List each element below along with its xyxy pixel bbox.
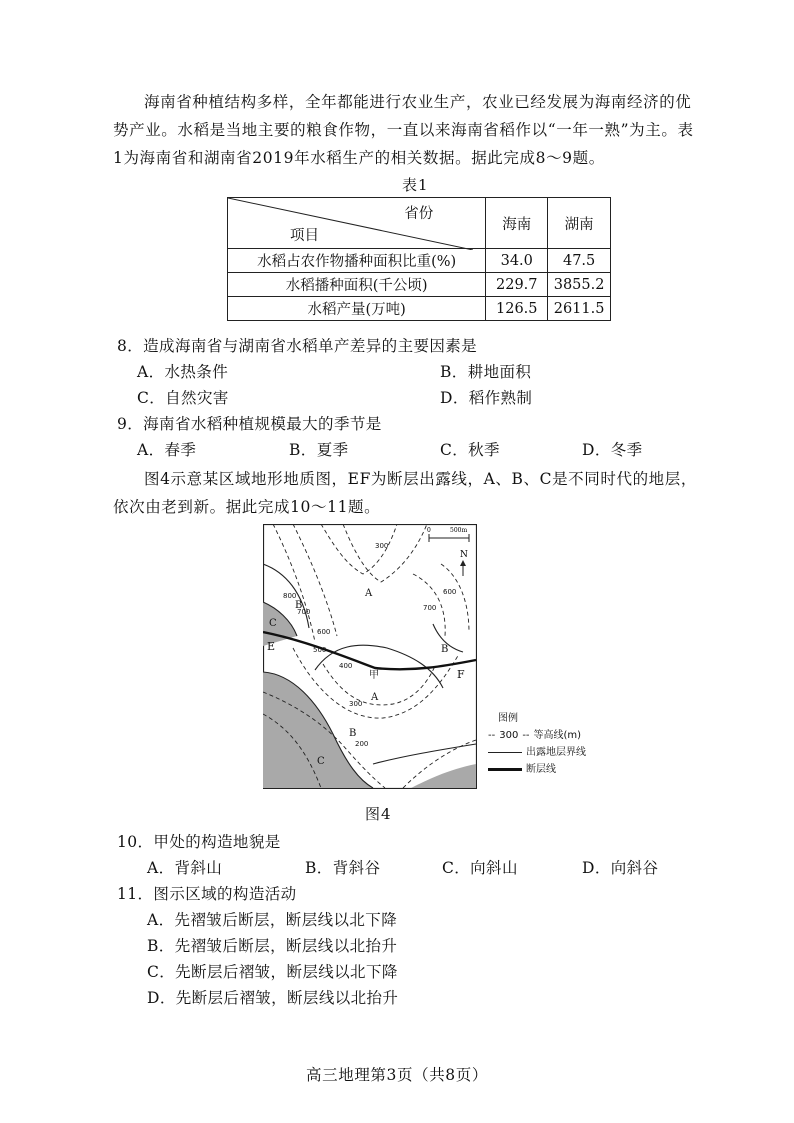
table-row	[228, 273, 611, 297]
cell-hunan: 47.5	[548, 249, 611, 273]
q10-option-c: C．向斜山	[442, 859, 518, 877]
intro-text-1: 海南省种植结构多样，全年都能进行农业生产，农业已经发展为海南经济的优势产业。水稻是当地主要的粮食作物，一直以来海南省稻作以“一年一熟”为主。表1为海南省和湖南省2019年水稻生产的相关数据。据此完成8～9题。	[113, 93, 694, 167]
contour-label: 700	[423, 604, 437, 612]
label-a-mid: A	[371, 692, 379, 703]
question-9-stem: 9．海南省水稻种植规模最大的季节是	[117, 415, 382, 433]
data-table	[227, 197, 611, 321]
label-c-left: C	[269, 618, 277, 629]
row-label: 水稻占农作物播种面积比重(%)	[228, 249, 486, 273]
intro-paragraph-1	[113, 88, 703, 172]
q8-option-a: A．水热条件	[137, 363, 229, 381]
cell-hainan: 34.0	[486, 249, 548, 273]
legend-contour-label: 等高线(m)	[533, 730, 582, 741]
q9-option-a: A．春季	[137, 441, 197, 459]
label-b-right: B	[441, 644, 449, 655]
table-row	[228, 249, 611, 273]
col-hunan: 湖南	[548, 198, 611, 249]
row-label: 水稻产量(万吨)	[228, 297, 486, 321]
cell-hainan: 229.7	[486, 273, 548, 297]
cell-hunan: 3855.2	[548, 273, 611, 297]
label-a-top: A	[365, 588, 373, 599]
question-11-stem: 11．图示区域的构造活动	[117, 885, 297, 903]
q10-option-d: D．向斜谷	[582, 859, 659, 877]
contour-label: 700	[297, 608, 311, 616]
q10-option-b: B．背斜谷	[305, 859, 381, 877]
col-hainan: 海南	[486, 198, 548, 249]
label-jia: 甲	[369, 670, 379, 681]
figure-caption: 图4	[365, 805, 392, 823]
cell-hunan: 2611.5	[548, 297, 611, 321]
legend-contour	[488, 727, 586, 744]
question-10-stem: 10．甲处的构造地貌是	[117, 833, 281, 851]
header-province: 省份	[404, 206, 434, 222]
q11-option-a: A．先褶皱后断层，断层线以北下降	[147, 911, 398, 929]
contour-label: 300	[375, 542, 389, 550]
legend-title: 图例	[498, 713, 518, 724]
contour-label: 600	[443, 588, 457, 596]
legend-dash-icon: --	[488, 730, 496, 741]
row-label: 水稻播种面积(千公顷)	[228, 273, 486, 297]
map-legend	[488, 710, 586, 778]
terrain-geology-map	[263, 524, 477, 789]
question-8-stem: 8．造成海南省与湖南省水稻单产差异的主要因素是	[117, 337, 478, 355]
q11-option-d: D．先断层后褶皱，断层线以北抬升	[147, 989, 399, 1007]
legend-boundary-label: 出露地层界线	[526, 747, 586, 758]
q9-option-d: D．冬季	[582, 441, 643, 459]
page-footer: 高三地理第3页（共8页）	[306, 1066, 488, 1084]
label-b-bottom: B	[349, 728, 357, 739]
q8-option-c: C．自然灾害	[137, 389, 229, 407]
legend-line-icon	[488, 752, 522, 753]
label-b-left: B	[295, 600, 303, 611]
contour-label: 800	[283, 592, 297, 600]
contour-label: 400	[339, 662, 353, 670]
contour-label: 300	[349, 700, 363, 708]
contour-label: 500	[313, 646, 327, 654]
table-caption: 表1	[402, 176, 429, 194]
q11-option-b: B．先褶皱后断层，断层线以北抬升	[147, 937, 398, 955]
legend-boundary	[488, 744, 586, 761]
q8-option-d: D．稻作熟制	[440, 389, 533, 407]
header-item: 项目	[290, 228, 319, 244]
q9-option-c: C．秋季	[440, 441, 500, 459]
contour-label: 200	[355, 740, 369, 748]
legend-thick-line-icon	[488, 768, 522, 771]
scale-distance: 500m	[450, 527, 468, 534]
diagonal-line	[228, 198, 473, 250]
label-e: E	[267, 640, 276, 653]
legend-fault-label: 断层线	[526, 764, 556, 775]
legend-contour-sample: 300	[499, 730, 519, 741]
cell-hainan: 126.5	[486, 297, 548, 321]
label-f: F	[457, 668, 465, 681]
table-diagonal-header	[228, 198, 486, 249]
legend-fault	[488, 761, 586, 778]
q11-option-c: C．先断层后褶皱，断层线以北下降	[147, 963, 398, 981]
q8-option-b: B．耕地面积	[440, 363, 532, 381]
label-c-bottom: C	[317, 756, 325, 767]
q9-option-b: B．夏季	[289, 441, 349, 459]
q10-option-a: A．背斜山	[147, 859, 223, 877]
legend-dash-icon: --	[522, 730, 530, 741]
contour-label: 600	[317, 628, 331, 636]
intro-text-2: 图4示意某区域地形地质图，EF为断层出露线，A、B、C是不同时代的地层，依次由老到新。据此完成10～11题。	[113, 470, 697, 516]
scale-zero: 0	[427, 527, 431, 534]
table-row	[228, 297, 611, 321]
north-label: N	[460, 550, 468, 560]
intro-paragraph-2	[113, 465, 703, 521]
